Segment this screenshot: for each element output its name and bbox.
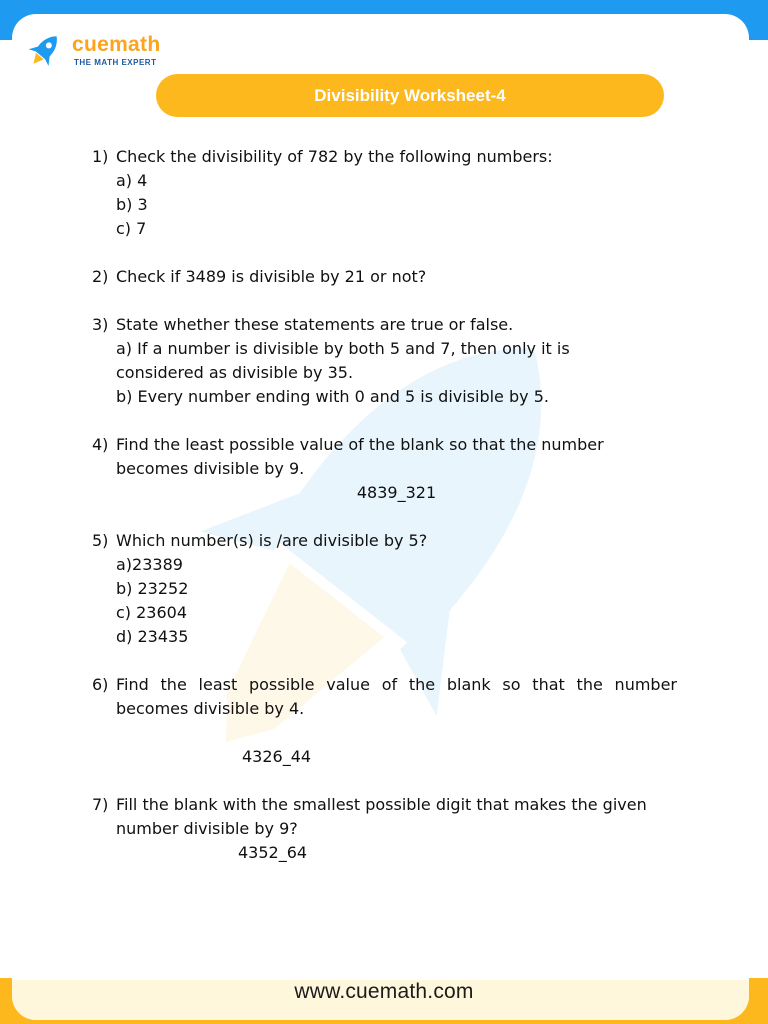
question-2 xyxy=(92,265,677,289)
question-text: Find the least possible value of the blank so that the number xyxy=(116,675,677,694)
question-number: 4) xyxy=(92,435,109,454)
option: b) 23252 xyxy=(116,579,189,598)
website-url: www.cuemath.com xyxy=(294,980,474,1003)
question-4 xyxy=(92,433,677,505)
question-number: 1) xyxy=(92,147,109,166)
brand-name: cuemath xyxy=(72,33,161,56)
question-text: Check if 3489 is divisible by 21 or not? xyxy=(116,267,427,286)
number-with-blank: 4839_321 xyxy=(356,483,437,502)
question-text: number divisible by 9? xyxy=(116,819,298,838)
question-1 xyxy=(92,145,677,241)
question-number: 3) xyxy=(92,315,109,334)
question-text: Check the divisibility of 782 by the following numbers: xyxy=(116,147,553,166)
option: c) 7 xyxy=(116,219,147,238)
question-text: State whether these statements are true or false. xyxy=(116,315,514,334)
question-text: becomes divisible by 4. xyxy=(116,699,305,718)
question-7 xyxy=(92,793,677,865)
brand-tagline: THE MATH EXPERT xyxy=(74,58,157,67)
cuemath-logo xyxy=(24,30,204,74)
rocket-icon xyxy=(24,30,66,70)
question-text: Find the least possible value of the blank so that the number xyxy=(116,435,604,454)
statement-line: b) Every number ending with 0 and 5 is divisible by 5. xyxy=(116,387,549,406)
questions-list xyxy=(92,145,677,865)
question-6 xyxy=(92,673,677,769)
option: a)23389 xyxy=(116,555,183,574)
question-number: 7) xyxy=(92,795,109,814)
question-number: 5) xyxy=(92,531,109,550)
option: d) 23435 xyxy=(116,627,189,646)
number-with-blank: 4326_44 xyxy=(242,747,312,766)
statement-line: considered as divisible by 35. xyxy=(116,363,354,382)
question-number: 6) xyxy=(92,675,109,694)
option: b) 3 xyxy=(116,195,148,214)
question-text: Fill the blank with the smallest possible digit that makes the given xyxy=(116,795,647,814)
option: c) 23604 xyxy=(116,603,188,622)
statement-line: a) If a number is divisible by both 5 and 7, then only it is xyxy=(116,339,570,358)
question-text: Which number(s) is /are divisible by 5? xyxy=(116,531,428,550)
worksheet-title: Divisibility Worksheet-4 xyxy=(156,74,664,117)
question-3 xyxy=(92,313,677,409)
question-5 xyxy=(92,529,677,649)
number-with-blank: 4352_64 xyxy=(238,843,308,862)
question-number: 2) xyxy=(92,267,109,286)
question-text: becomes divisible by 9. xyxy=(116,459,305,478)
option: a) 4 xyxy=(116,171,148,190)
